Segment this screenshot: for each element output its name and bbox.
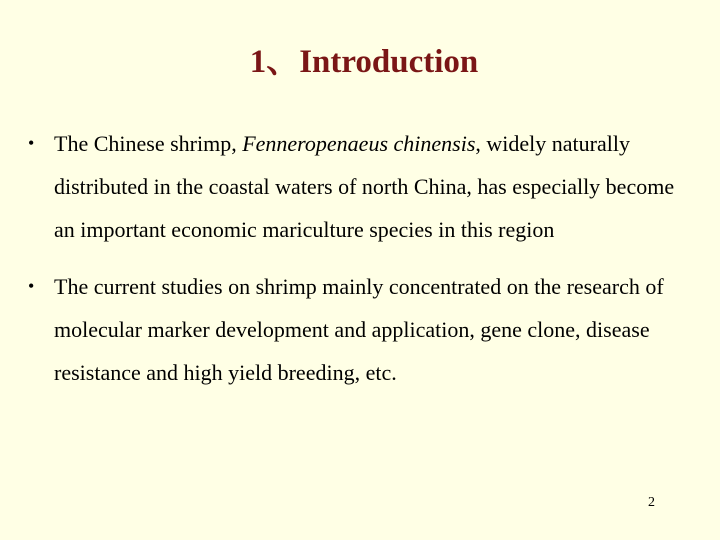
species-name: Fenneropenaeus chinensis: [242, 131, 476, 156]
bullet-item-2: [28, 265, 700, 394]
bullet-icon: •: [28, 133, 35, 153]
bullet-2-text: The current studies on shrimp mainly concentrated on the research of molecular marker development and application, gene clone, disease resistance and high yield breeding, etc.: [54, 274, 664, 385]
bullet-1-text-after: , widely naturally distributed in the coastal waters of north China, has especially become an important economic mariculture species in this region: [54, 131, 675, 242]
slide-title: 1、Introduction: [249, 44, 479, 80]
bullet-list: [28, 122, 700, 408]
page-number: 2: [648, 495, 655, 510]
bullet-icon: •: [28, 276, 35, 296]
bullet-item-1: [28, 122, 700, 251]
bullet-1-text-before: The Chinese shrimp,: [54, 131, 243, 156]
